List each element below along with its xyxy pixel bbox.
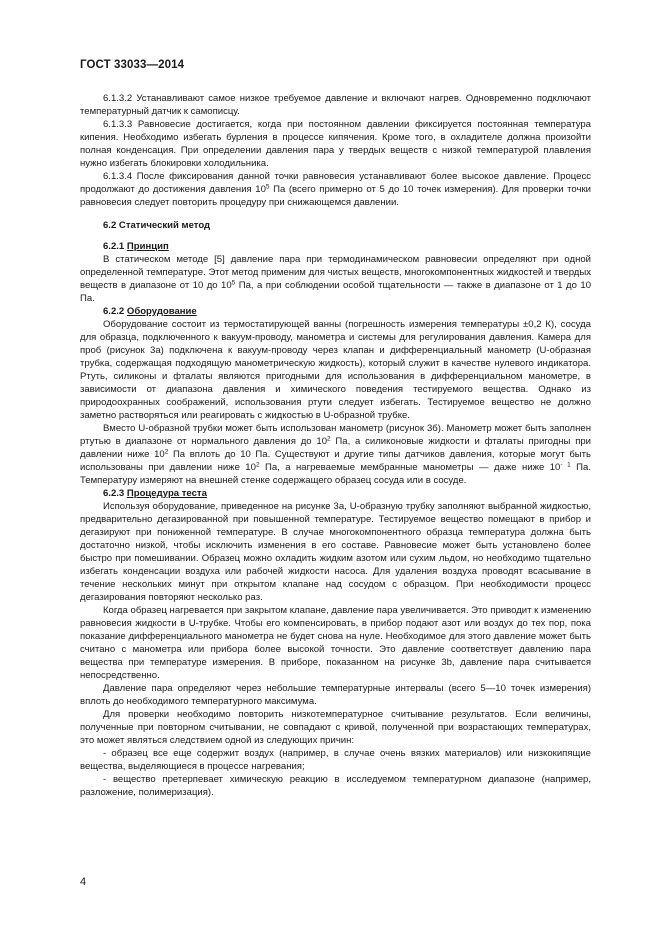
superscript: 5 xyxy=(231,279,236,287)
heading-number: 6.2.2 xyxy=(103,306,127,317)
paragraph-procedure-4: Для проверки необходимо повторить низкотемпературное считывание результатов. Если величины, полученные при повторном считывании, не совпадают с кривой, полученной при возрастающих температурах, это может являться следствием одной из следующих причин: xyxy=(80,709,591,746)
text-run: Па вплоть до 10 Па. Существуют и другие типы датчиков давления, которые могут быть использованы при давлении ниже 10 xyxy=(80,449,591,473)
document-body xyxy=(80,92,591,799)
heading-number: 6.2.1 xyxy=(103,241,127,252)
heading-title: Процедура теста xyxy=(126,488,207,499)
heading-title: Принцип xyxy=(126,241,169,252)
text-run: Па, а при соблюдении особой тщательности — также в диапазоне от 1 до 10 Па. xyxy=(80,280,592,304)
superscript: 2 xyxy=(164,448,169,456)
page-number: 4 xyxy=(80,876,87,888)
list-item-reason-2: - вещество претерпевает химическую реакцию в исследуемом температурном диапазоне (например, разложение, полимеризация). xyxy=(80,774,591,798)
heading-title: Оборудование xyxy=(126,306,197,317)
text-run: Па. Температуру измеряют на внешней стенке содержащего образец сосуда или в сосуде. xyxy=(80,462,591,486)
superscript: 2 xyxy=(255,461,260,469)
paragraph-6-1-3-3: 6.1.3.3 Равновесие достигается, когда при постоянном давлении фиксируется постоянная температура кипения. Необходимо избегать бурления в процессе кипячения. Кроме того, в охладителе должна произойти полная конденсация. При определении давления пара у твердых веществ с низкой температурой плавления нужно избегать блокировки холодильника. xyxy=(80,119,591,169)
superscript: 2 xyxy=(327,435,331,443)
subsection-heading-6-2-1 xyxy=(80,240,591,253)
section-heading-6-2: 6.2 Статический метод xyxy=(103,220,211,231)
superscript: 5 xyxy=(265,183,270,191)
text-run: Па (всего примерно от 5 до 10 точек измерения). Для проверки точки равновесия следует повторить процедуру при снижающемся давлении. xyxy=(80,184,591,208)
text-run: 6.1.3.4 После фиксирования данной точки равновесия устанавливают более высокое давление. Процесс продолжают до достижения давления 10 xyxy=(80,171,591,195)
subsection-heading-6-2-3 xyxy=(80,487,591,500)
paragraph-6-1-3-4 xyxy=(80,170,591,209)
paragraph-6-1-3-2: 6.1.3.2 Устанавливают самое низкое требуемое давление и включают нагрев. Одновременно подключают температурный датчик к самописцу. xyxy=(80,93,591,117)
document-header: ГОСТ 33033—2014 xyxy=(80,59,185,71)
paragraph-principle xyxy=(80,253,591,305)
paragraph-procedure-2: Когда образец нагревается при закрытом клапане, давление пара увеличивается. Это приводит к изменению равновесия жидкости в U-трубке. Чтобы его компенсировать, в прибор подают азот или воздух до тех пор, пока показание дифференциального манометра не будет снова на нуле. Необходимое для этого давление может быть считано с манометра или прибора более высокой точности. Это давление соответствует давлению пара вещества при температуре измерения. В приборе, показанном на рисунке 3b, давление пара считывается непосредственно. xyxy=(80,605,591,681)
text-run: Па, а нагреваемые мембранные манометры — даже ниже 10 xyxy=(259,462,561,473)
paragraph-manometer xyxy=(80,422,591,487)
text-run: В статическом методе [5] давление пара при термодинамическом равновесии определяют при одной определенной температуре. Этот метод применим для чистых веществ, многокомпонентных жидкостей и твердых веществ в диапазоне от 10 до 10 xyxy=(80,254,591,291)
text-run: Па, а силиконовые жидкости и фталаты пригодны при давлении ниже 10 xyxy=(80,436,591,460)
text-run: Вместо U-образной трубки может быть использован манометр (рисунок 3б). Манометр может быть заполнен ртутью в диапазоне от нормального давления до 10 xyxy=(80,423,591,447)
paragraph-equipment: Оборудование состоит из термостатирующей ванны (погрешность измерения температуры ±0,2 К), сосуда для образца, подключенного к вакуум-проводу, манометра и системы для регулирования давления. Камера для проб (рисунок 3а) подключена к вакуум-проводу через клапан и дифференциальный манометр (U-образная трубка, содержащая подходящую манометрическую жидкость), который служит в качестве нулевого индикатора. Ртуть, силиконы и фталаты являются пригодными для использования в дифференциальном манометре, в зависимости от диапазона давления и химического поведения тестируемого вещества. Однако из природоохранных соображений, использования ртути следует избегать. Тестируемое вещество не должно заметно растворяться или реагировать с жидкостью в U-образной трубке. xyxy=(80,319,591,421)
paragraph-procedure-3: Давление пара определяют через небольшие температурные интервалы (всего 5—10 точек измерения) вплоть до необходимого температурного максимума. xyxy=(80,683,591,707)
paragraph-procedure-1: Используя оборудование, приведенное на рисунке 3а, U-образную трубку заполняют выбранной жидкостью, предварительно дегазированной при повышенной температуре. Тестируемое вещество помещают в прибор и дегазируют при пониженной температуре. В случае многокомпонентного образца температура должна быть достаточно низкой, чтобы исключить изменения в его составе. Равновесие может быть установлено более быстро при помешивании. Образец можно охладить жидким азотом или сухим льдом, но необходимо тщательно избегать конденсации воздуха или рабочей жидкости насоса. Для удаления воздуха проводят всасывание в течение нескольких минут при открытом клапане над сосудом с образцом. При необходимости процесс дегазирования повторяют несколько раз. xyxy=(80,501,591,603)
list-item-reason-1: - образец все еще содержит воздух (например, в случае очень вязких материалов) или низкокипящие вещества, выделяющиеся в процессе нагревания; xyxy=(80,748,591,772)
heading-number: 6.2.3 xyxy=(103,488,127,499)
superscript: - 1 xyxy=(560,461,571,469)
subsection-heading-6-2-2 xyxy=(80,305,591,318)
